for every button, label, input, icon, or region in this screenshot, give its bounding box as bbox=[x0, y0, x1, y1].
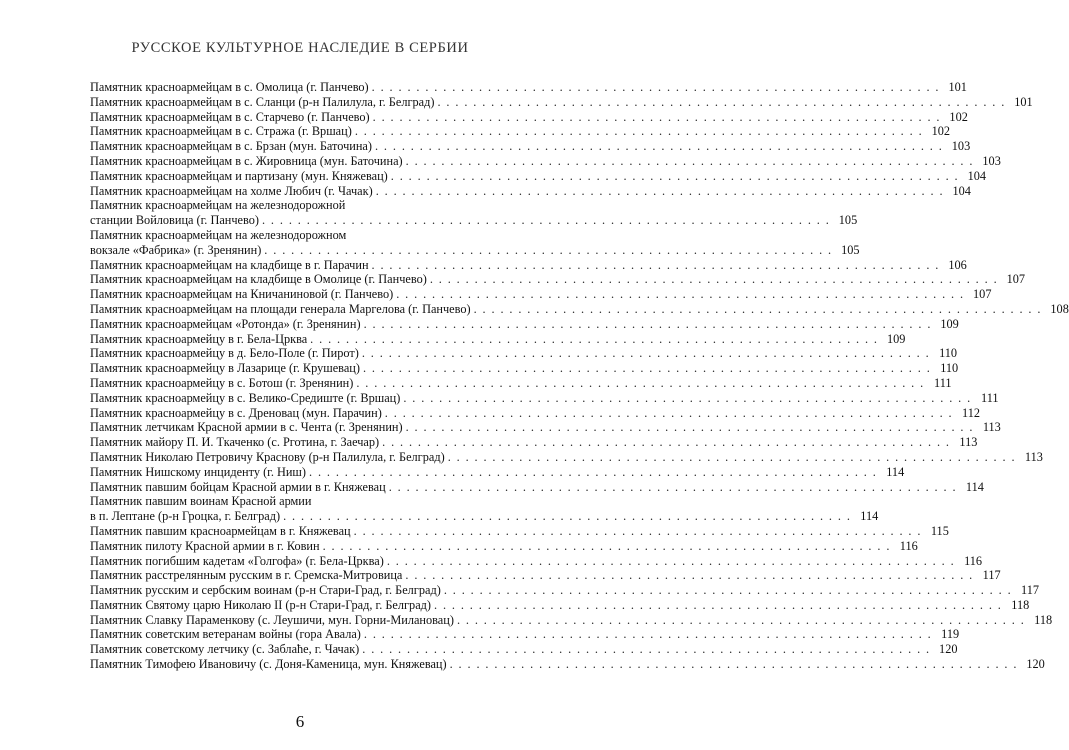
running-header: РУССКОЕ КУЛЬТУРНОЕ НАСЛЕДИЕ В СЕРБИИ bbox=[131, 40, 469, 56]
toc-page-number: 116 bbox=[899, 538, 918, 553]
toc-entry-first-line bbox=[90, 228, 516, 243]
toc-entry-title: Памятник красноармейцам в с. Брзан (мун. Баточина) bbox=[90, 139, 372, 154]
toc-page-number: 112 bbox=[962, 405, 981, 420]
toc-entry-title: Памятник Нишскому инциденту (г. Ниш) bbox=[90, 464, 306, 479]
toc-dot-leader bbox=[375, 139, 943, 154]
toc-dot-leader bbox=[264, 243, 832, 258]
toc-entry bbox=[90, 553, 983, 569]
toc-page-number: 105 bbox=[841, 242, 860, 257]
toc-entry-title: Памятник майору П. И. Ткаченко (с. Рготина, г. Заечар) bbox=[90, 435, 380, 450]
toc-entry bbox=[90, 153, 1001, 169]
toc-page-number: 108 bbox=[1050, 301, 1069, 316]
toc-dot-leader bbox=[444, 583, 1012, 598]
toc-entry bbox=[90, 627, 960, 642]
toc-entry bbox=[90, 242, 860, 258]
toc-page-number: 110 bbox=[939, 346, 958, 361]
toc-dot-leader bbox=[354, 524, 922, 539]
toc-page-number: 107 bbox=[1006, 272, 1026, 287]
toc-dot-leader bbox=[363, 361, 931, 376]
toc-page-number: 120 bbox=[939, 642, 958, 657]
toc-entry-title: Памятник павшим красноармейцам в г. Княжевац bbox=[90, 523, 351, 538]
toc-dot-leader bbox=[396, 287, 964, 302]
toc-dot-leader bbox=[355, 124, 923, 139]
toc-dot-leader bbox=[362, 346, 930, 361]
toc-page-number: 116 bbox=[964, 553, 983, 568]
toc-dot-leader bbox=[382, 435, 950, 450]
toc-page-number: 113 bbox=[982, 420, 1001, 435]
toc-entry bbox=[90, 642, 958, 657]
toc-entry-title: Памятник расстрелянным русским в г. Сремска-Митровица bbox=[90, 568, 403, 583]
toc-entry-first-line bbox=[90, 198, 516, 213]
toc-entry-title: Памятник красноармейцам в с. Омолица (г. Панчево) bbox=[90, 80, 369, 94]
toc-dot-leader bbox=[385, 406, 953, 421]
toc-dot-leader bbox=[376, 184, 944, 199]
toc-entry-title: Памятник красноармейцу в с. Дреновац (мун. Парачин) bbox=[90, 405, 382, 420]
toc-entry-title: Памятник красноармейцу в с. Ботош (г. Зренянин) bbox=[90, 375, 354, 390]
toc-entry-title: Памятник павшим бойцам Красной армии в г. Княжевац bbox=[90, 479, 386, 494]
toc-entry bbox=[90, 124, 951, 139]
toc-entry bbox=[90, 139, 971, 154]
toc-page-number: 113 bbox=[959, 435, 978, 450]
toc-entry-title: Памятник красноармейцам «Ротонда» (г. Зренянин) bbox=[90, 316, 361, 331]
toc-entry-title: Памятник погибшим кадетам «Голгофа» (г. Бела-Црква) bbox=[90, 553, 384, 568]
toc-page-number: 114 bbox=[886, 464, 905, 479]
toc-dot-leader bbox=[448, 450, 1016, 465]
toc-entry bbox=[90, 94, 1033, 110]
toc-dot-leader bbox=[403, 391, 971, 406]
toc-dot-leader bbox=[372, 80, 940, 95]
toc-dot-leader bbox=[372, 258, 940, 273]
toc-page-number: 102 bbox=[931, 124, 951, 139]
toc-page-number: 105 bbox=[838, 213, 858, 228]
toc-page-number: 109 bbox=[886, 331, 906, 346]
toc-entry bbox=[90, 597, 1030, 613]
toc-entry bbox=[90, 464, 905, 480]
toc-page-number: 101 bbox=[948, 80, 967, 94]
toc-entry-title: Памятник красноармейцам на кладбище в Омолице (г. Панчево) bbox=[90, 272, 427, 287]
toc-dot-leader bbox=[406, 154, 974, 169]
toc-entry-title: Памятник красноармейцу в г. Бела-Црква bbox=[90, 331, 308, 346]
toc-page-number: 113 bbox=[1024, 449, 1043, 464]
toc-page-number: 120 bbox=[1026, 657, 1045, 672]
toc-page-number: 119 bbox=[941, 627, 960, 642]
toc-dot-leader bbox=[437, 95, 1005, 110]
toc-entry-title: Памятник красноармейцу в Лазарице (г. Крушевац) bbox=[90, 361, 360, 376]
toc-page-number: 109 bbox=[940, 316, 959, 331]
toc-dot-leader bbox=[389, 480, 957, 495]
toc-page-number: 110 bbox=[940, 361, 959, 376]
toc-page-number: 103 bbox=[982, 153, 1001, 168]
toc-dot-leader bbox=[362, 642, 930, 657]
toc-dot-leader bbox=[405, 568, 973, 583]
toc-entry bbox=[90, 390, 999, 406]
toc-dot-leader bbox=[356, 376, 924, 391]
toc-entry-title: Памятник русским и сербским воинам (р-н Стари-Град, г. Белград) bbox=[90, 583, 441, 598]
toc-page-number: 101 bbox=[1014, 94, 1033, 109]
toc-entry-title: Памятник Славку Параменкову (с. Леушичи, мун. Горни-Милановац) bbox=[90, 612, 454, 627]
toc-entry bbox=[90, 449, 1043, 465]
toc-entry bbox=[90, 657, 1045, 672]
toc-entry bbox=[90, 435, 978, 450]
toc-entry bbox=[90, 405, 981, 421]
toc-page-number: 117 bbox=[982, 568, 1001, 583]
toc-entry-title: Памятник красноармейцам в с. Старчево (г. Панчево) bbox=[90, 109, 370, 124]
toc-page-number: 107 bbox=[973, 287, 992, 302]
toc-entry-title: Памятник красноармейцам и партизану (мун. Княжевац) bbox=[90, 168, 388, 183]
toc-entry bbox=[90, 612, 1053, 628]
toc-entry bbox=[90, 272, 1026, 287]
toc-entry bbox=[90, 375, 952, 391]
toc-entry bbox=[90, 523, 949, 539]
toc-entry-title: Памятник пилоту Красной армии в г. Ковин bbox=[90, 538, 320, 553]
toc-page-number: 104 bbox=[952, 183, 971, 198]
toc-dot-leader bbox=[262, 213, 830, 228]
toc-entry-title: Памятник советскому летчику (с. Заблаће, г. Чачак) bbox=[90, 642, 360, 657]
toc-dot-leader bbox=[406, 420, 974, 435]
toc-dot-leader bbox=[373, 110, 941, 125]
toc-dot-leader bbox=[450, 657, 1018, 672]
toc-dot-leader bbox=[364, 627, 932, 642]
toc-entry-title: станции Войловица (г. Панчево) bbox=[90, 213, 259, 228]
toc-page-number: 106 bbox=[948, 257, 967, 272]
toc-page-number: 117 bbox=[1021, 583, 1040, 598]
toc-entry bbox=[90, 287, 992, 302]
toc-entry bbox=[90, 538, 918, 554]
toc-entry bbox=[90, 109, 968, 125]
toc-dot-leader bbox=[457, 613, 1025, 628]
toc-page-number: 114 bbox=[860, 509, 879, 524]
toc-entry-title: Памятник красноармейцам в с. Жировница (мун. Баточина) bbox=[90, 153, 403, 168]
toc-entry bbox=[90, 509, 879, 524]
toc-entry bbox=[90, 168, 987, 184]
toc-dot-leader bbox=[391, 169, 959, 184]
toc-page-number: 102 bbox=[949, 109, 968, 124]
toc-page-number: 118 bbox=[1034, 612, 1053, 627]
toc-entry bbox=[90, 420, 1001, 435]
toc-entry-title: Памятник красноармейцам на площади генерала Маргелова (г. Панчево) bbox=[90, 301, 471, 316]
toc-dot-leader bbox=[474, 302, 1042, 317]
toc-page-number: 104 bbox=[967, 168, 987, 183]
toc-dot-leader bbox=[309, 465, 877, 480]
toc-entry-title: Памятник Святому царю Николаю II (р-н Стари-Град, г. Белград) bbox=[90, 597, 432, 612]
toc-entry bbox=[90, 80, 967, 95]
toc-page-number: 111 bbox=[934, 375, 952, 390]
toc-entry bbox=[90, 257, 967, 273]
toc-dot-leader bbox=[283, 509, 851, 524]
toc-page-number: 114 bbox=[965, 479, 984, 494]
toc-entry bbox=[90, 331, 906, 347]
toc-entry bbox=[90, 346, 958, 361]
toc-entry bbox=[90, 568, 1001, 583]
toc-entry bbox=[90, 213, 858, 228]
toc-page-number: 103 bbox=[951, 139, 971, 154]
toc-entry-title: Памятник павшим воинам Красной армии bbox=[90, 494, 312, 509]
toc-entry bbox=[90, 479, 984, 495]
toc-entry bbox=[90, 301, 1069, 317]
toc-entry-title: Памятник Тимофею Ивановичу (с. Доня-Каменица, мун. Княжевац) bbox=[90, 657, 447, 672]
toc-entry-title: Памятник красноармейцу в д. Бело-Поле (г. Пирот) bbox=[90, 346, 359, 361]
toc-entry-title: Памятник летчикам Красной армии в с. Чента (г. Зренянин) bbox=[90, 420, 403, 435]
toc-dot-leader bbox=[310, 332, 878, 347]
toc-dot-leader bbox=[434, 598, 1002, 613]
toc-entry bbox=[90, 316, 959, 332]
toc-entry-title: вокзале «Фабрика» (г. Зренянин) bbox=[90, 242, 262, 257]
toc-entry-title: Памятник красноармейцам в с. Стража (г. Вршац) bbox=[90, 124, 352, 139]
toc-dot-leader bbox=[364, 317, 932, 332]
toc-dot-leader bbox=[387, 554, 955, 569]
page-number: 6 bbox=[295, 712, 305, 731]
toc-dot-leader bbox=[430, 272, 998, 287]
toc-entry-title: Памятник красноармейцам на железнодорожной bbox=[90, 198, 346, 213]
toc-entry-title: Памятник красноармейцам в с. Сланци (р-н Палилула, г. Белград) bbox=[90, 94, 435, 109]
toc-entry-title: Памятник красноармейцам на кладбище в г. Парачин bbox=[90, 257, 369, 272]
toc-entry-title: Памятник Николаю Петровичу Краснову (р-н Палилула, г. Белград) bbox=[90, 449, 445, 464]
toc-page-number: 115 bbox=[930, 523, 949, 538]
toc-entry-title: в п. Лептане (р-н Гроцка, г. Белград) bbox=[90, 509, 281, 524]
toc-entry-first-line bbox=[90, 494, 516, 509]
toc-entry-title: Памятник красноармейцам на Кничаниновой (г. Панчево) bbox=[90, 287, 394, 302]
toc-entry-title: Памятник красноармейцам на железнодорожном bbox=[90, 227, 347, 242]
toc-entry-title: Памятник красноармейцу в с. Велико-Средиште (г. Вршац) bbox=[90, 390, 401, 405]
toc-entry-title: Памятник советским ветеранам войны (гора Авала) bbox=[90, 627, 361, 642]
toc-page-number: 111 bbox=[981, 390, 999, 405]
toc-page-number: 118 bbox=[1011, 597, 1030, 612]
table-of-contents bbox=[90, 80, 1069, 672]
toc-dot-leader bbox=[323, 539, 891, 554]
toc-entry bbox=[90, 183, 971, 199]
toc-entry bbox=[90, 361, 959, 376]
toc-entry-title: Памятник красноармейцам на холме Любич (г. Чачак) bbox=[90, 183, 373, 198]
toc-entry bbox=[90, 583, 1040, 598]
